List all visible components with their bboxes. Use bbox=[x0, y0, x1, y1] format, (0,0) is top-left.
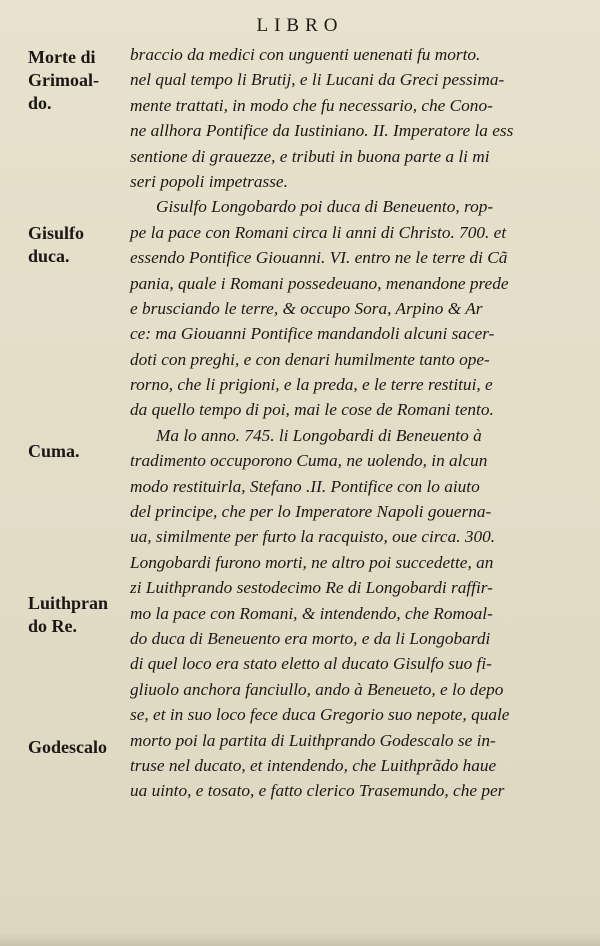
margin-note-line: Godescalo bbox=[28, 737, 107, 757]
text-line: Longobardi furono morti, ne altro poi succedette, an bbox=[130, 552, 494, 572]
text-line: se, et in suo loco fece duca Gregorio suo nepote, quale bbox=[130, 705, 510, 725]
margin-note-line: Luithpran bbox=[28, 593, 109, 613]
text-line: doti con preghi, e con denari humilmente tanto ope- bbox=[130, 349, 490, 369]
text-line: gliuolo anchora fanciullo, ando à Beneueto, e lo depo bbox=[130, 679, 504, 699]
running-head: LIBRO bbox=[256, 15, 344, 36]
margin-note-line: Grimoal- bbox=[28, 70, 99, 90]
text-line: morto poi la partita di Luithprando Godescalo se in- bbox=[130, 730, 496, 750]
margin-note-cuma bbox=[28, 440, 128, 463]
text-line: seri popoli impetrasse. bbox=[130, 171, 288, 191]
margin-note-line: Gisulfo bbox=[28, 223, 85, 243]
margin-note-godescalo bbox=[28, 736, 128, 759]
text-line: ua, similmente per furto la racquisto, oue circa. 300. bbox=[130, 527, 496, 547]
text-line: pania, quale i Romani possedeuano, menandone prede bbox=[130, 273, 509, 293]
text-line: sentione di grauezze, e tributi in buona parte a li mi bbox=[130, 146, 490, 166]
text-line: do duca di Beneuento era morto, e da li Longobardi bbox=[130, 628, 491, 648]
text-line: mo la pace con Romani, & intendendo, che Romoal- bbox=[130, 603, 493, 623]
text-line: Ma lo anno. 745. li Longobardi di Beneuento à bbox=[156, 425, 482, 445]
text-line: da quello tempo di poi, mai le cose de Romani tento. bbox=[130, 400, 494, 420]
text-line: essendo Pontifice Giouanni. VI. entro ne le terre di Cã bbox=[130, 248, 508, 268]
text-line: pe la pace con Romani circa li anni di Christo. 700. et bbox=[130, 222, 507, 242]
text-line: e brusciando le terre, & occupo Sora, Arpino & Ar bbox=[130, 298, 483, 318]
margin-note-luithprando-re bbox=[28, 592, 128, 638]
text-line: tradimento occuporono Cuma, ne uolendo, in alcun bbox=[130, 451, 488, 471]
page-edge-shadow bbox=[0, 932, 600, 946]
margin-note-morte-di-grimoaldo bbox=[28, 46, 128, 115]
margin-note-line: do Re. bbox=[28, 616, 77, 636]
margin-note-line: Cuma. bbox=[28, 441, 80, 461]
text-line: ne allhora Pontifice da Iustiniano. II. Imperatore la ess bbox=[130, 121, 514, 141]
text-line: nel qual tempo li Brutij, e li Lucani da Greci pessima- bbox=[130, 70, 505, 90]
margin-note-gisulfo-duca bbox=[28, 222, 128, 268]
text-line: ce: ma Giouanni Pontifice mandandoli alcuni sacer- bbox=[130, 324, 495, 344]
text-line: di quel loco era stato eletto al ducato Gisulfo suo fi- bbox=[130, 654, 492, 674]
text-line: Gisulfo Longobardo poi duca di Beneuento, rop- bbox=[156, 197, 494, 217]
margin-note-line: do. bbox=[28, 93, 52, 113]
text-line: modo restituirla, Stefano .II. Pontifice con lo aiuto bbox=[130, 476, 480, 496]
body-text bbox=[130, 42, 562, 804]
text-line: del principe, che per lo Imperatore Napoli gouerna- bbox=[130, 502, 492, 522]
text-line: braccio da medici con unguenti uenenati fu morto. bbox=[130, 45, 481, 64]
text-line: mente trattati, in modo che fu necessario, che Cono- bbox=[130, 95, 493, 115]
text-line: zi Luithprando sestodecimo Re di Longobardi raffir- bbox=[130, 578, 493, 598]
text-line: truse nel ducato, et intendendo, che Luithprãdo haue bbox=[130, 755, 497, 775]
margin-note-line: duca. bbox=[28, 246, 70, 266]
margin-note-line: Morte di bbox=[28, 47, 96, 67]
text-line: rorno, che li prigioni, e la preda, e le terre restitui, e bbox=[130, 375, 493, 395]
text-line: ua uinto, e tosato, e fatto clerico Trasemundo, che per bbox=[130, 781, 505, 801]
